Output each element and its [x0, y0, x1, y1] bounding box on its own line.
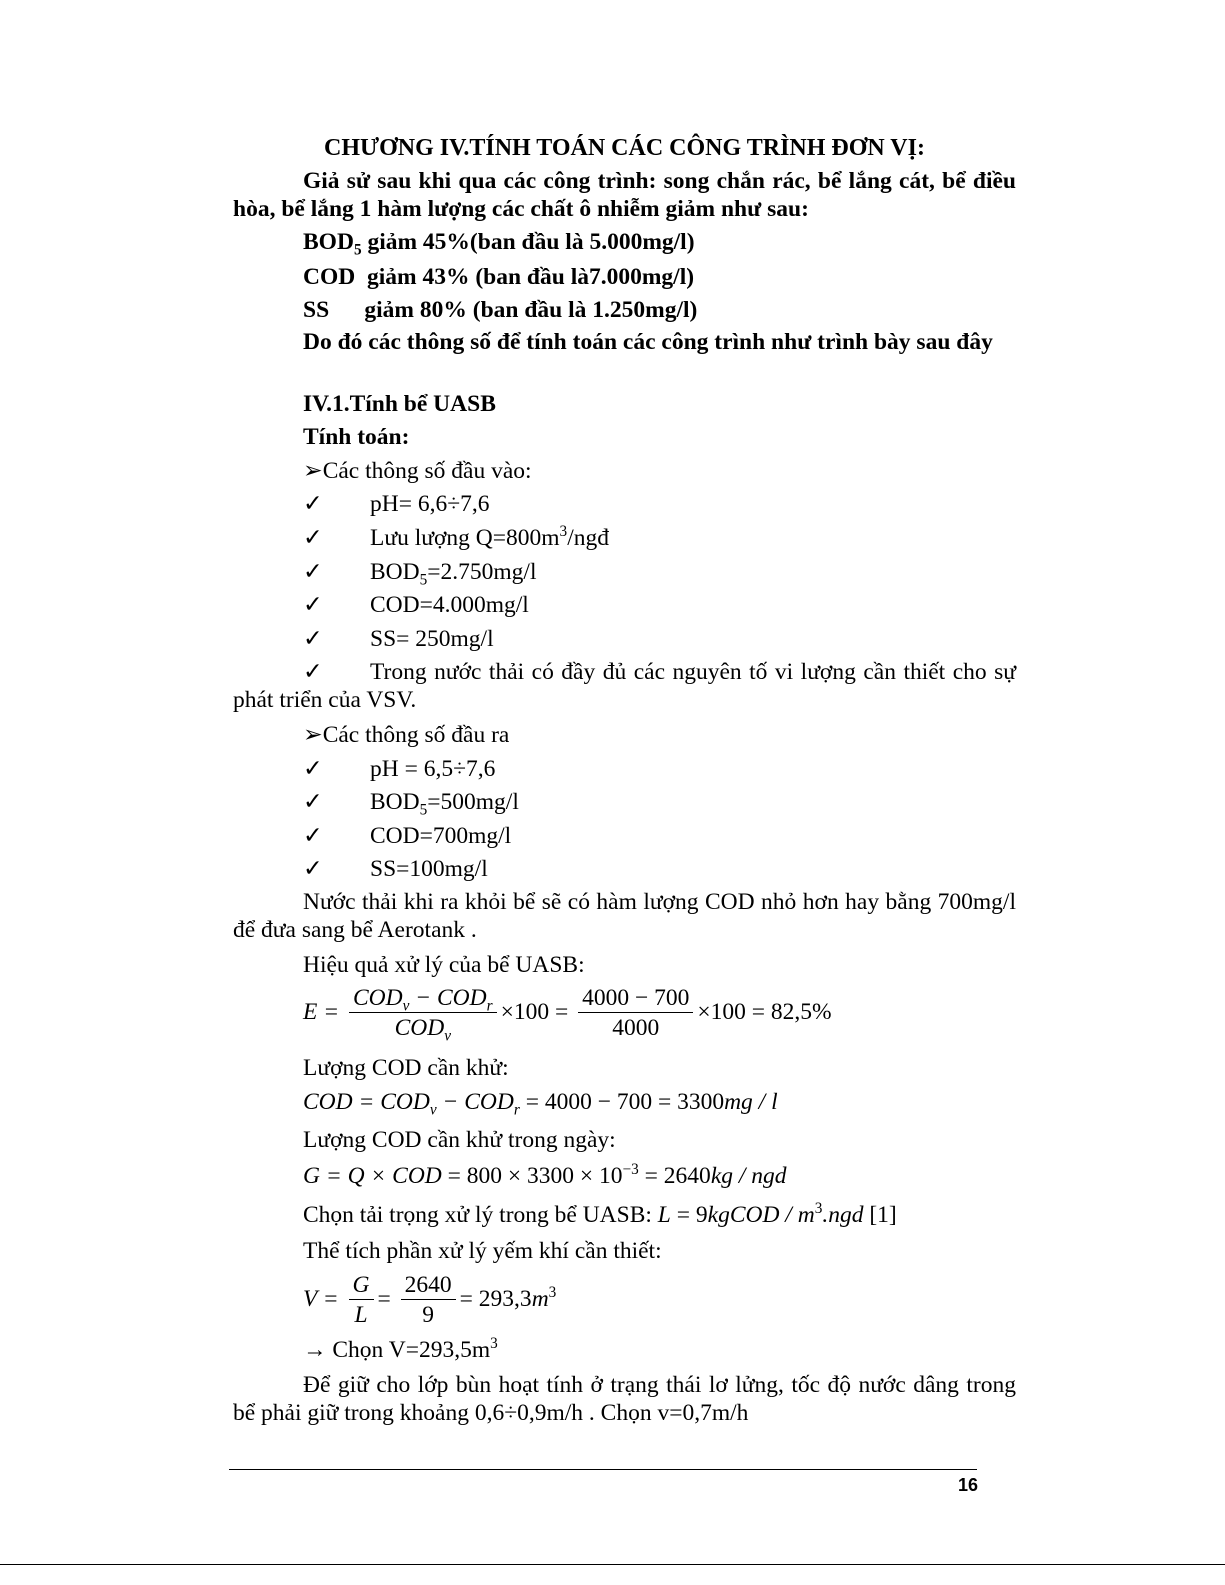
- check-icon: ✓: [303, 856, 323, 882]
- arrow-bullet-icon: ➢: [303, 722, 323, 748]
- check-icon: ✓: [303, 491, 323, 517]
- daily-label: Lượng COD cần khử trong ngày:: [303, 1127, 616, 1153]
- page-number: 16: [957, 1475, 978, 1495]
- volume-formula: V = $\frac{G}{L}$ = $\frac{2640}{9}$ = $293,3m^3$: [303, 1272, 557, 1328]
- load-line: Chọn tải trọng xử lý trong bể UASB: L = 9kgCOD / $m^3.ngd$ [1]: [303, 1200, 897, 1228]
- outputs-heading: ➢Các thông số đầu ra: [303, 722, 510, 748]
- page-bottom-edge: [0, 1564, 1225, 1565]
- check-icon: ✓: [303, 659, 323, 685]
- output-ss: ✓ SS=100mg/l: [303, 856, 488, 882]
- footer-divider: [229, 1469, 977, 1470]
- calc-label: Tính toán:: [303, 424, 410, 450]
- input-bod: ✓ $BOD_5=2.750mg/l$: [303, 559, 537, 589]
- check-icon: ✓: [303, 756, 323, 782]
- chapter-title: CHƯƠNG IV.TÍNH TOÁN CÁC CÔNG TRÌNH ĐƠN VỊ:: [324, 135, 925, 161]
- efficiency-label: Hiệu quả xử lý của bể UASB:: [303, 952, 585, 978]
- right-arrow-icon: →: [303, 1337, 327, 1363]
- input-ss: ✓ SS= 250mg/l: [303, 626, 494, 652]
- fraction: $\frac{COD_v - COD_r}{COD_v}$: [349, 984, 497, 1043]
- input-flow: ✓ Lưu lượng $Q=800m^3$/ngđ: [303, 523, 609, 551]
- output-bod: ✓ $BOD_5=500mg/l$: [303, 789, 519, 819]
- output-cod: ✓ COD=700mg/l: [303, 823, 512, 849]
- fraction: $\frac{2640}{9}$: [401, 1271, 456, 1330]
- choose-volume: → Chọn $V=293,5m^3$: [303, 1335, 498, 1363]
- fraction: $\frac{4000 - 700}{4000}$: [578, 984, 693, 1043]
- inputs-heading: ➢Các thông số đầu vào:: [303, 458, 532, 484]
- reduction-ss: SS giảm 80% (ban đầu là 1.250mg/l): [303, 297, 698, 323]
- check-icon: ✓: [303, 559, 323, 585]
- cod-formula: COD = $COD_v - COD_r = 4000 - 700 = 3300mg / l$: [303, 1089, 778, 1119]
- daily-formula: G = Q × COD = $800 \times 3300 \times 10^{-3} = 2640kg$ / ngd: [303, 1161, 787, 1189]
- outflow-paragraph: Nước thải khi ra khỏi bể sẽ có hàm lượng COD nhỏ hơn hay bằng 700mg/l để đưa sang bể Aerotank .: [233, 889, 1016, 943]
- intro-paragraph: Giả sử sau khi qua các công trình: song chắn rác, bể lắng cát, bể điều hòa, bể lắng 1 hàm lượng các chất ô nhiễm giảm như sau:: [233, 168, 1016, 222]
- efficiency-formula: E = $\frac{COD_v - COD_r}{COD_v}$ ×100 = $\frac{4000 - 700}{4000}$ ×100 = 82,5%: [303, 985, 832, 1045]
- check-icon: ✓: [303, 592, 323, 618]
- check-icon: ✓: [303, 626, 323, 652]
- check-icon: ✓: [303, 789, 323, 815]
- cod-removed-label: Lượng COD cần khử:: [303, 1055, 509, 1081]
- output-ph: ✓ pH = 6,5÷7,6: [303, 756, 496, 782]
- check-icon: ✓: [303, 525, 323, 551]
- volume-label: Thể tích phần xử lý yếm khí cần thiết:: [303, 1238, 662, 1264]
- upflow-paragraph: Để giữ cho lớp bùn hoạt tính ở trạng thái lơ lửng, tốc độ nước dâng trong bể phải giữ trong khoảng 0,6÷0,9m/h . Chọn v=0,7m/h: [233, 1372, 1016, 1426]
- section-title: IV.1.Tính bể UASB: [303, 391, 496, 417]
- fraction: $\frac{G}{L}$: [349, 1271, 374, 1330]
- reduction-cod: COD giảm 43% (ban đầu là7.000mg/l): [303, 264, 695, 290]
- arrow-bullet-icon: ➢: [303, 458, 323, 484]
- input-trace-elements: ✓ Trong nước thải có đầy đủ các nguyên tố vi lượng cần thiết cho sự phát triển của VSV.: [233, 659, 1016, 713]
- input-cod: ✓ COD=4.000mg/l: [303, 592, 529, 618]
- input-ph: ✓ pH= 6,6÷7,6: [303, 491, 490, 517]
- check-icon: ✓: [303, 823, 323, 849]
- reduction-bod: $BOD_5$ giảm 45%(ban đầu là 5.000mg/l): [303, 229, 695, 259]
- therefore-paragraph: Do đó các thông số để tính toán các công trình như trình bày sau đây: [303, 329, 993, 355]
